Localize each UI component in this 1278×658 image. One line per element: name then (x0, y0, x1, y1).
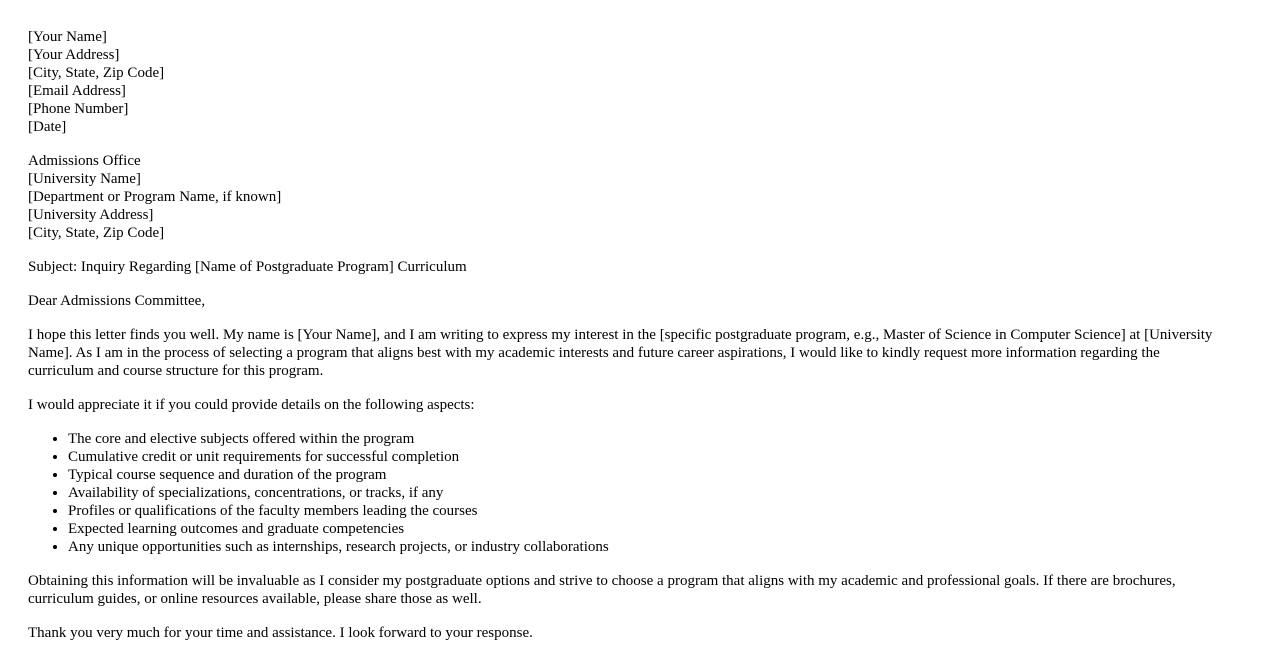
thank-you-paragraph: Thank you very much for your time and assistance. I look forward to your response. (28, 625, 533, 641)
sender-email: [Email Address] (28, 83, 126, 99)
sender-address (28, 28, 1228, 136)
sender-name: [Your Name] (28, 29, 107, 45)
list-item: • Expected learning outcomes and graduate competencies (68, 520, 1228, 538)
recipient-department: [Department or Program Name, if known] (28, 189, 282, 205)
intro-paragraph: I hope this letter finds you well. My name is [Your Name], and I am writing to express my interest in the [specific postgraduate program, e.g., Master of Science in Computer Science] at [University Name]. As I am in the process of selecting a program that aligns best with my academic interests and future career aspirations, I would like to kindly request more information regarding the curriculum and course structure for this program. (28, 327, 1213, 379)
sender-city-line: [City, State, Zip Code] (28, 65, 165, 81)
aspects-list (28, 430, 1228, 556)
sender-address-line: [Your Address] (28, 47, 120, 63)
recipient-address-line: [University Address] (28, 207, 154, 223)
sender-phone: [Phone Number] (28, 101, 129, 117)
salutation: Dear Admissions Committee, (28, 293, 206, 309)
list-item: • Profiles or qualifications of the faculty members leading the courses (68, 502, 1228, 520)
subject-line: Subject: Inquiry Regarding [Name of Postgraduate Program] Curriculum (28, 259, 467, 275)
recipient-address (28, 152, 1228, 242)
letter-date: [Date] (28, 119, 67, 135)
list-item: • Availability of specializations, concentrations, or tracks, if any (68, 484, 1228, 502)
list-item: • Any unique opportunities such as internships, research projects, or industry collaborations (68, 538, 1228, 556)
recipient-office: Admissions Office (28, 153, 141, 169)
list-item: • The core and elective subjects offered within the program (68, 430, 1228, 448)
recipient-university: [University Name] (28, 171, 141, 187)
request-paragraph: I would appreciate it if you could provide details on the following aspects: (28, 397, 475, 413)
closing-paragraph: Obtaining this information will be invaluable as I consider my postgraduate options and strive to choose a program that aligns with my academic and professional goals. If there are brochures, curriculum guides, or online resources available, please share those as well. (28, 573, 1176, 607)
recipient-city-line: [City, State, Zip Code] (28, 225, 165, 241)
list-item: • Cumulative credit or unit requirements for successful completion (68, 448, 1228, 466)
list-item: • Typical course sequence and duration of the program (68, 466, 1228, 484)
letter (28, 28, 1228, 658)
